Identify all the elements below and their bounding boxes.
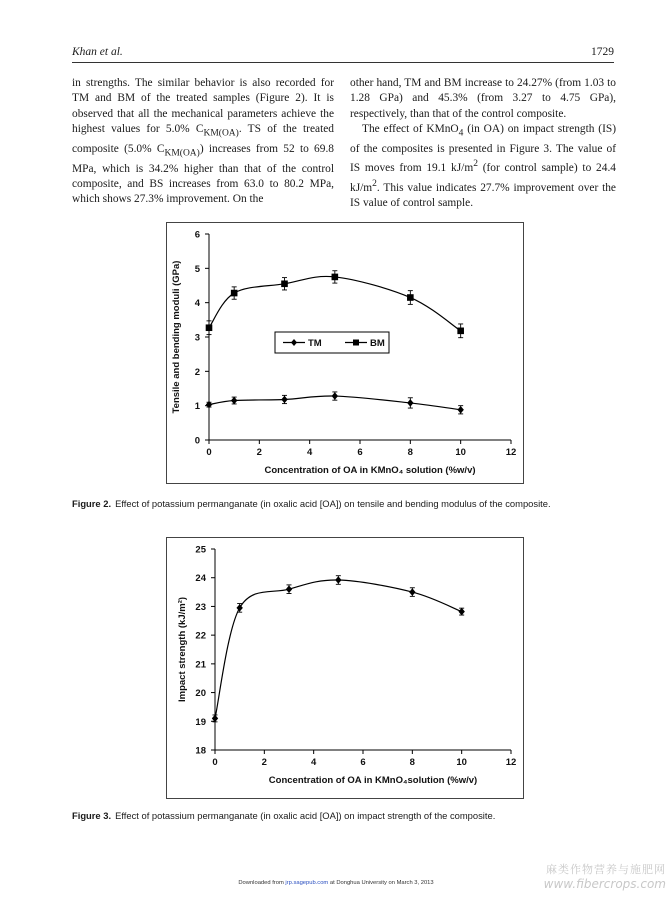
figure-2-chart bbox=[166, 222, 524, 484]
x-tick-label: 12 bbox=[505, 447, 517, 458]
page-number: 1729 bbox=[591, 46, 614, 58]
x-tick-label: 6 bbox=[360, 757, 366, 768]
caption-label: Figure 3. bbox=[72, 810, 112, 821]
y-tick-label: 0 bbox=[194, 435, 200, 447]
y-tick-label: 2 bbox=[194, 366, 200, 378]
x-tick-label: 4 bbox=[311, 757, 317, 768]
legend-label: TM bbox=[308, 338, 322, 349]
footer-suffix: at Donghua University on March 3, 2013 bbox=[328, 880, 434, 886]
caption-text: Effect of potassium permanganate (in oxalic acid [OA]) on tensile and bending modulus of the composite. bbox=[115, 498, 551, 509]
y-tick-label: 18 bbox=[195, 745, 206, 757]
body-paragraph: in strengths. The similar behavior is also recorded for TM and BM of the treated samples (Figure 2). It is observed that all the mechanical parameters achieve the highest values for 5.0% $C_{KM(OA)}$. TS of the treated composite (5.0% $C_{KM(OA)}$) increases from 52 to 69.8 MPa, which is 34.2% higher than that of the control composite, and BS increases from 63.0 to 80.2 MPa, which shows 27.3% improvement. On the bbox=[72, 77, 335, 206]
x-tick-label: 4 bbox=[307, 447, 313, 458]
caption-label: Figure 2. bbox=[72, 498, 112, 509]
y-tick-label: 6 bbox=[194, 229, 200, 241]
watermark-url: www.fibercrops.com bbox=[543, 877, 666, 891]
y-tick-label: 3 bbox=[194, 332, 200, 344]
y-tick-label: 24 bbox=[195, 573, 206, 585]
y-axis-label: Impact strength (kJ/m²) bbox=[177, 596, 188, 703]
header-rule bbox=[72, 62, 614, 63]
figure-2-caption bbox=[72, 498, 551, 509]
body-column-left bbox=[72, 76, 334, 208]
x-tick-label: 8 bbox=[409, 757, 415, 768]
x-tick-label: 10 bbox=[455, 447, 466, 458]
figure-3-chart bbox=[166, 537, 524, 799]
y-tick-label: 20 bbox=[195, 688, 206, 700]
body-paragraph: other hand, TM and BM increase to 24.27% (from 1.03 to 1.28 GPa) and 45.3% (from 3.27 to 4.75 GPa), respectively, than that of the control composite. bbox=[350, 77, 616, 120]
x-tick-label: 6 bbox=[357, 447, 363, 458]
x-tick-label: 10 bbox=[456, 757, 467, 768]
y-tick-label: 19 bbox=[195, 716, 206, 728]
x-axis-label: Concentration of OA in KMnO₄ solution (%w/v) bbox=[264, 465, 476, 476]
footer-prefix: Downloaded from bbox=[238, 880, 286, 886]
running-header-authors: Khan et al. bbox=[72, 46, 123, 58]
y-tick-label: 23 bbox=[195, 601, 206, 613]
watermark bbox=[544, 863, 666, 891]
body-column-right bbox=[350, 76, 616, 211]
body-paragraph: The effect of KMnO$_4$ (in OA) on impact strength (IS) of the composites is presented in Figure 3. The value of IS moves from 19.1 $kJ/m^2$ (for control sample) to 24.4 $kJ/m^2$. This value indicates 27.7% improvement over the IS value of control sample. bbox=[350, 123, 616, 209]
watermark-chinese: 麻类作物营养与施肥网 bbox=[546, 863, 666, 876]
y-tick-label: 4 bbox=[194, 298, 200, 310]
x-axis-label: Concentration of OA in KMnO₄solution (%w/v) bbox=[268, 775, 478, 786]
y-tick-label: 5 bbox=[194, 263, 200, 275]
x-tick-label: 2 bbox=[261, 757, 267, 768]
figure-frame bbox=[166, 537, 524, 799]
y-tick-label: 25 bbox=[195, 544, 206, 556]
y-tick-label: 22 bbox=[195, 630, 206, 642]
x-tick-label: 0 bbox=[206, 447, 212, 458]
y-tick-label: 1 bbox=[194, 401, 200, 413]
figure-frame bbox=[166, 222, 524, 484]
x-tick-label: 12 bbox=[505, 757, 517, 768]
x-tick-label: 0 bbox=[212, 757, 218, 768]
y-axis-label: Tensile and bending moduli (GPa) bbox=[171, 260, 182, 414]
y-tick-label: 21 bbox=[195, 659, 206, 671]
x-tick-label: 8 bbox=[407, 447, 413, 458]
legend-label: BM bbox=[370, 338, 385, 349]
x-tick-label: 2 bbox=[256, 447, 262, 458]
footer-link[interactable]: jrp.sagepub.com bbox=[285, 880, 329, 886]
caption-text: Effect of potassium permanganate (in oxalic acid [OA]) on impact strength of the composite. bbox=[115, 810, 496, 821]
figure-3-caption bbox=[72, 810, 495, 821]
